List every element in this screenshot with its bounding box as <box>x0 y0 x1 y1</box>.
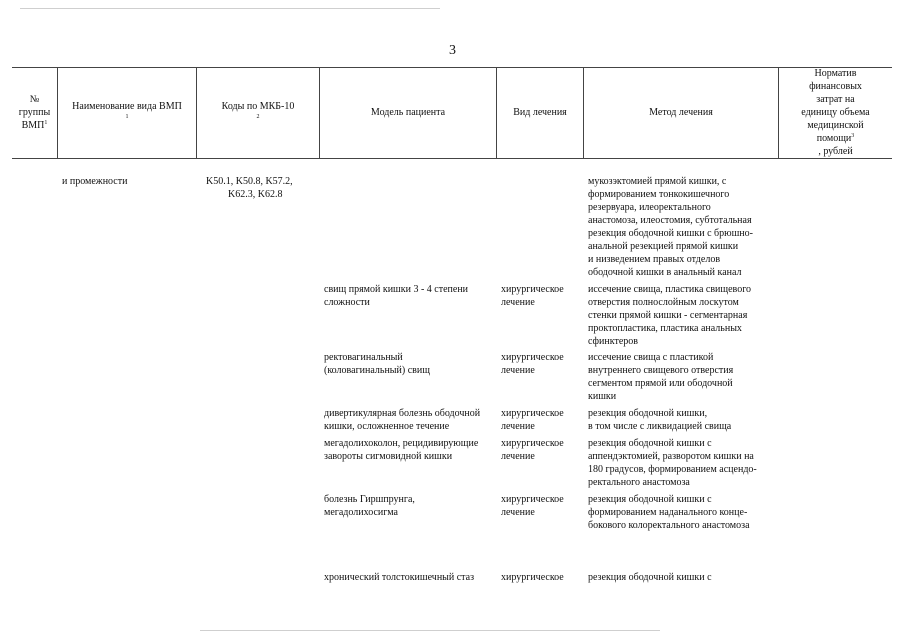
header-vmp-name <box>58 67 196 158</box>
method-cell: анастомоза, илеостомия, субтотальная <box>588 215 752 226</box>
method-cell: иссечение свища, пластика свищевого <box>588 284 752 295</box>
footnote-mark: 1 <box>44 120 48 126</box>
footnote-mark: 2 <box>256 113 260 120</box>
model-cell: мегадолихосигма <box>324 507 398 518</box>
type-cell: лечение <box>501 421 535 432</box>
method-cell: формированием наданального конце- <box>588 507 748 518</box>
header-mkb-codes-text: Коды по МКБ-10 <box>221 100 295 112</box>
method-cell: отверстия полнослойным лоскутом <box>588 297 739 308</box>
method-cell: внутреннего свищевого отверстия <box>588 365 734 376</box>
model-cell: дивертикулярная болезнь ободочной <box>324 408 481 419</box>
model-cell: болезнь Гиршпрунга, <box>324 494 415 505</box>
scan-artifact-bottom <box>200 630 660 631</box>
method-cell: бокового колоректального анастомоза <box>588 520 750 531</box>
method-cell: резекция ободочной кишки с <box>588 494 712 505</box>
method-cell: стенки прямой кишки - сегментарная <box>588 310 748 321</box>
method-cell: ректального анастомоза <box>588 477 690 488</box>
mkb-codes-cell: K62.3, K62.8 <box>228 189 283 200</box>
model-cell: кишки, осложненное течение <box>324 421 450 432</box>
type-cell: хирургическое <box>501 352 564 363</box>
method-cell: сегментом прямой или ободочной <box>588 378 733 389</box>
header-norm-line: помощи <box>816 133 852 144</box>
header-treatment-type <box>497 67 583 158</box>
method-cell: резервуара, илеоректального <box>588 202 711 213</box>
method-cell: аппендэктомией, разворотом кишки на <box>588 451 754 462</box>
header-group-number-line: ВМП <box>21 120 45 131</box>
header-group-number-line: группы <box>18 107 51 118</box>
header-norm-line: , рублей <box>818 146 853 157</box>
method-cell: анальной резекцией прямой кишки <box>588 241 739 252</box>
model-cell: (коловагинальный) свищ <box>324 365 430 376</box>
method-cell: иссечение свища с пластикой <box>588 352 714 363</box>
mkb-codes-cell: K50.1, K50.8, K57.2, <box>206 176 293 187</box>
header-group-number <box>12 67 57 158</box>
method-cell: кишки <box>588 391 617 402</box>
method-cell: резекция ободочной кишки с брюшно- <box>588 228 753 239</box>
type-cell: хирургическое <box>501 438 564 449</box>
table-header-bottom-rule <box>12 158 892 159</box>
type-cell: хирургическое <box>501 494 564 505</box>
method-cell: и низведением правых отделов <box>588 254 721 265</box>
header-financial-norm <box>779 67 892 158</box>
page-number: 3 <box>449 43 456 58</box>
type-cell: хирургическое <box>501 284 564 295</box>
type-cell: лечение <box>501 297 535 308</box>
method-cell: резекция ободочной кишки с <box>588 438 712 449</box>
header-treatment-type-text: Вид лечения <box>513 107 567 118</box>
method-cell: резекция ободочной кишки с <box>588 572 712 583</box>
header-vmp-name-text: Наименование вида ВМП <box>72 100 182 112</box>
header-treatment-method <box>584 67 778 158</box>
header-patient-model <box>320 67 496 158</box>
header-group-number-line: № <box>29 94 40 105</box>
method-cell: сфинктеров <box>588 336 638 347</box>
footnote-mark: 3 <box>851 133 855 139</box>
method-cell: формированием тонкокишечного <box>588 189 730 200</box>
header-mkb-codes <box>197 67 319 158</box>
type-cell: хирургическое <box>501 572 564 583</box>
method-cell: 180 градусов, формированием асцендо- <box>588 464 757 475</box>
model-cell: мегадолихоколон, рецидивирующие <box>324 438 479 449</box>
scan-artifact-top <box>20 8 440 9</box>
footnote-mark: 1 <box>125 113 129 120</box>
method-cell: мукозэктомией прямой кишки, с <box>588 176 727 187</box>
vmp-name-cell: и промежности <box>62 176 128 187</box>
header-norm-line: медицинской <box>807 120 864 131</box>
header-treatment-method-text: Метод лечения <box>649 107 713 118</box>
header-norm-line: финансовых <box>809 81 862 92</box>
header-norm-line: Норматив <box>814 68 857 79</box>
type-cell: лечение <box>501 365 535 376</box>
model-cell: сложности <box>324 297 370 308</box>
header-norm-line: затрат на <box>816 94 855 105</box>
type-cell: лечение <box>501 507 535 518</box>
type-cell: лечение <box>501 451 535 462</box>
model-cell: хронический толстокишечный стаз <box>324 572 475 583</box>
model-cell: свищ прямой кишки 3 - 4 степени <box>324 284 469 295</box>
type-cell: хирургическое <box>501 408 564 419</box>
model-cell: ректовагинальный <box>324 352 403 363</box>
method-cell: ободочной кишки в анальный канал <box>588 267 742 278</box>
header-norm-line: единицу объема <box>801 107 870 118</box>
method-cell: резекция ободочной кишки, <box>588 408 708 419</box>
method-cell: проктопластика, пластика анальных <box>588 323 742 334</box>
header-patient-model-text: Модель пациента <box>370 107 446 118</box>
model-cell: завороты сигмовидной кишки <box>324 451 453 462</box>
method-cell: в том числе с ликвидацией свища <box>588 421 732 432</box>
